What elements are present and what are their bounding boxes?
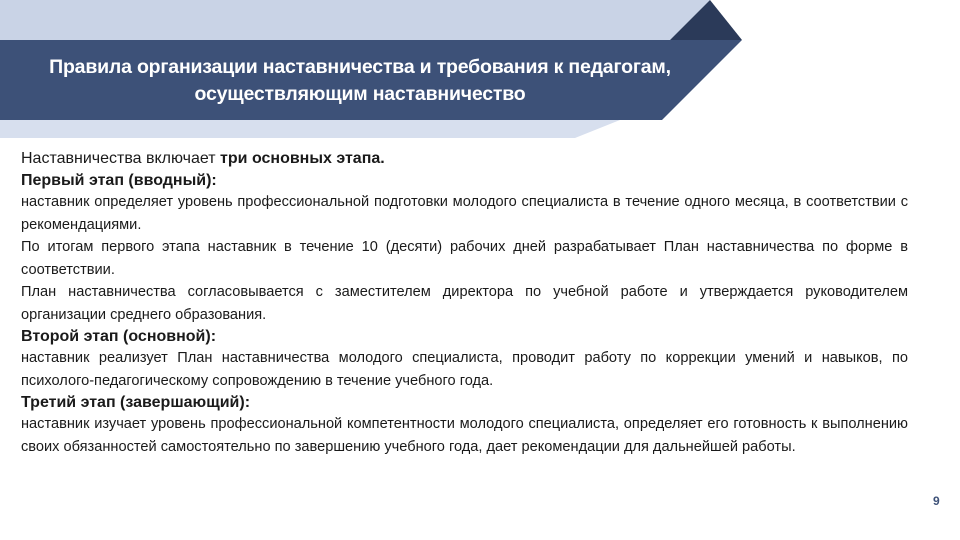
stage-1-paragraph-1: наставник определяет уровень профессиональной подготовки молодого специалиста в течение одного месяца, в соответствии с рекомендациями.	[21, 194, 908, 233]
intro-text: Наставничества включает	[21, 150, 221, 167]
slide-body	[21, 148, 908, 458]
slide-title	[0, 40, 720, 122]
title-line-2: осуществляющим наставничество	[194, 83, 526, 105]
stage-2-heading: Второй этап (основной):	[21, 328, 217, 345]
stage-3-heading: Третий этап (завершающий):	[21, 394, 251, 411]
stage-2-paragraph-1: наставник реализует План наставничества молодого специалиста, проводит работу по коррекции умений и навыков, по психолого-педагогическому сопровождению в течение учебного года.	[21, 350, 908, 389]
stage-1-paragraph-2: По итогам первого этапа наставник в течение 10 (десяти) рабочих дней разрабатывает План наставничества по форме в соответствии.	[21, 239, 908, 278]
intro-bold: три основных этапа.	[220, 150, 385, 167]
light-top-band	[0, 0, 710, 40]
intro-line	[21, 148, 908, 170]
stage-1-paragraph-3: План наставничества согласовывается с заместителем директора по учебной работе и утверждается руководителем организации среднего образования.	[21, 284, 908, 323]
page-number: 9	[933, 494, 940, 508]
light-lower-band	[0, 120, 620, 138]
stage-1-heading: Первый этап (вводный):	[21, 172, 217, 189]
stage-3-paragraph-1: наставник изучает уровень профессиональной компетентности молодого специалиста, определяет его готовность к выполнению своих обязанностей самостоятельно по завершению учебного года, дает рекомендации для дальнейшей работы.	[21, 416, 908, 455]
title-line-1: Правила организации наставничества и требования к педагогам,	[49, 56, 671, 78]
